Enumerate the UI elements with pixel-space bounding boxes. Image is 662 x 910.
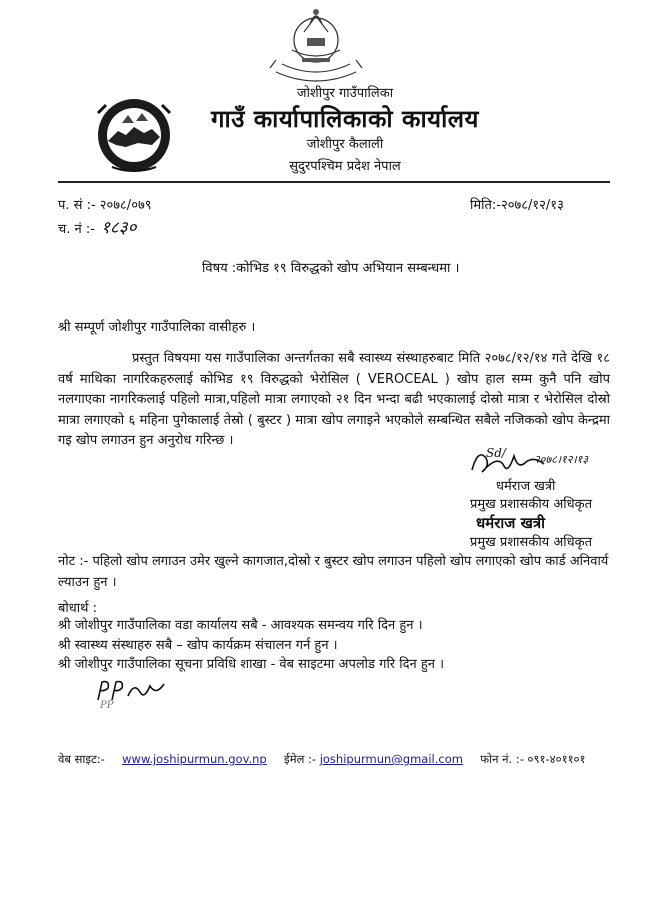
cc-item: श्री स्वास्थ्य संस्थाहरु सबै – खोप कार्यक्रम संचालन गर्न हुन । xyxy=(58,638,338,653)
letter-number: प. सं :- २०७८/०७९ xyxy=(58,198,152,213)
signature-handwritten: Sd/ xyxy=(486,446,506,460)
header-divider xyxy=(58,181,610,183)
letter-subject: विषय :कोभिड १९ विरुद्धको खोप अभियान सम्बन्धमा । xyxy=(202,261,460,276)
letter-body-text: प्रस्तुत विषयमा यस गाउँपालिका अन्तर्गतका सबै स्वास्थ्य संस्थाहरुबाट मिति २०७८/१२/१४ गते देखि १८ वर्ष माथिका नागरिकहरुलाई कोभिड १९ विरुद्धको भेरोसिल ( VEROCEAL ) खोप हाल सम्म कुनै पनि खोप नलगाएका नागरिकलाई पहिलो मात्रा,पहिलो मात्रा लगाएको २१ दिन भन्दा बढी भएकालाई दोस्रो मात्रा र भेरोसिल दोस्रो मात्रा लगाएको ६ महिना पुगेकालाई तेस्रो ( बुस्टर ) मात्रा खोप लगाइने भएकोले सम्बन्धित सबैले नजिकको खोप केन्द्रमा गइ खोप लगाउन हुन अनुरोध गरिन्छ । xyxy=(58,351,610,448)
dispatch-label: च. नं :- xyxy=(58,222,95,237)
dispatch-number-handwritten: १८३० xyxy=(101,218,137,238)
letter-addressee: श्री सम्पूर्ण जोशीपुर गाउँपालिका वासीहरु । xyxy=(58,320,256,335)
email-link[interactable]: joshipurmun@gmail.com xyxy=(319,752,463,766)
office-title: गाउँ कार्यापालिकाको कार्यालय xyxy=(211,105,479,133)
letter-date: मिति:-२०७८/१२/१३ xyxy=(470,198,564,213)
letter-note: नोट :- पहिलो खोप लगाउन उमेर खुल्ने कागजात,दोस्रो र बुस्टर खोप लगाउन पहिलो खोप लगाएको खोप कार्ड अनिवार्य ल्याउन हुन । xyxy=(58,554,609,590)
signature-date-handwritten: २०७८।१२।१३ xyxy=(534,453,589,466)
dispatch-number-row xyxy=(58,220,136,238)
phone-label: फोन नं. :- xyxy=(480,752,524,766)
cc-heading: बोधार्थ : xyxy=(58,601,97,616)
cc-item: श्री जोशीपुर गाउँपालिका सूचना प्रविधि शाखा - वेब साइटमा अपलोड गरि दिन हुन । xyxy=(58,657,445,672)
signatory-designation: प्रमुख प्रशासकीय अधिकृत xyxy=(470,497,593,512)
phone-number: ०९१-४०११०१ xyxy=(527,752,586,766)
website-link[interactable]: www.joshipurmun.gov.np xyxy=(122,752,267,766)
municipality-name: जोशीपुर गाउँपालिका xyxy=(296,86,394,101)
initials-handwritten: PP xyxy=(100,700,114,711)
office-location: जोशीपुर कैलाली xyxy=(306,137,384,152)
email-label: ईमेल :- xyxy=(284,752,317,766)
footer-contact xyxy=(58,752,586,767)
stamp-designation: प्रमुख प्रशासकीय अधिकृत xyxy=(470,535,593,550)
stamp-name: धर्मराज खत्री xyxy=(476,514,546,532)
letter-body xyxy=(58,349,610,452)
cc-item: श्री जोशीपुर गाउँपालिका वडा कार्यालय सबै - आवश्यक समन्वय गरि दिन हुन । xyxy=(58,618,423,633)
nepal-emblem-icon xyxy=(262,2,370,84)
signatory-name: धर्मराज खत्री xyxy=(496,479,556,494)
office-province: सुदुरपश्चिम प्रदेश नेपाल xyxy=(289,159,401,174)
website-label: वेब साइट:- xyxy=(58,752,105,766)
